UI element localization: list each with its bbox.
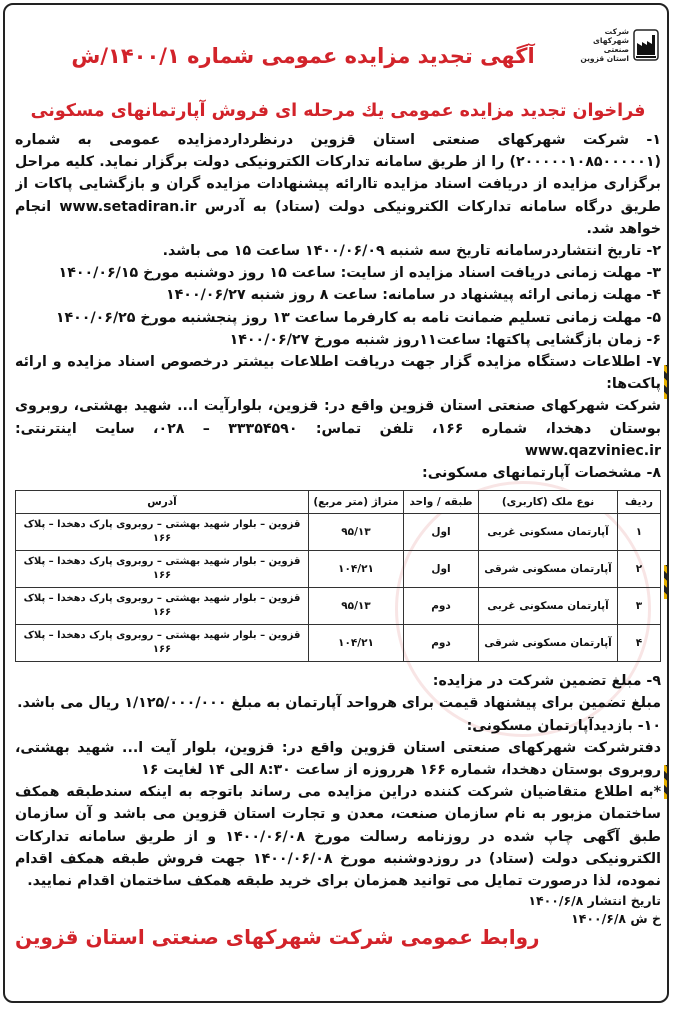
item-6: ۶- زمان بازگشایی پاکتها: ساعت۱۱روز شنبه مورخ ۱۴۰۰/۰۶/۲۷ bbox=[229, 331, 661, 348]
item-2: ۲- تاریخ انتشاردرسامانه تاریخ سه شنبه ۱۴۰۰/۰۶/۰۹ ساعت ۱۵ می باشد. bbox=[162, 243, 661, 260]
cell-area: ۹۵/۱۳ bbox=[309, 588, 404, 625]
cell-property-type: آپارتمان مسکونی شرقی bbox=[479, 551, 618, 588]
cell-floor: دوم bbox=[404, 588, 479, 625]
cell-floor: اول bbox=[404, 514, 479, 551]
cell-row-number: ۴ bbox=[618, 625, 661, 662]
table-row bbox=[16, 588, 661, 625]
header-floor: طبقه / واحد bbox=[404, 491, 479, 514]
cell-property-type: آپارتمان مسکونی غربی bbox=[479, 514, 618, 551]
code-date: خ ش ۱۴۰۰/۶/۸ bbox=[571, 911, 661, 927]
notice-header bbox=[15, 11, 661, 95]
header-address: آدرس bbox=[16, 491, 309, 514]
notice-subtitle: فراخوان تجدید مزایده عمومی یك مرحله ای فروش آپارتمانهای مسکونی bbox=[30, 101, 646, 121]
item-1: ۱- شرکت شهرکهای صنعتی استان قزوین درنظرداردمزایده عمومی به شماره (۲۰۰۰۰۰۱۰۸۵۰۰۰۰۰۱) را از طریق سامانه تدارکات الکترونیکی دولت برگزار نماید. کلیه مراحل برگزاری مزایده از دریافت اسناد مزایده تاارائه پیشنهادات مزایده گران و بازگشایی پاکات از طریق درگاه سامانه تدارکات الکترونیکی دولت (ستاد) به آدرس www.setadiran.ir انجام خواهد شد. bbox=[15, 132, 661, 237]
edge-stripe bbox=[664, 765, 669, 799]
notice-page bbox=[15, 11, 661, 999]
cell-address: قزوین – بلوار شهید بهشتی – روبروی پارک دهخدا – پلاک ۱۶۶ bbox=[16, 514, 309, 551]
factory-logo-icon bbox=[633, 29, 659, 61]
header-property-type: نوع ملک (کاربری) bbox=[479, 491, 618, 514]
header-area: متراژ (متر مربع) bbox=[309, 491, 404, 514]
table-header-row bbox=[16, 491, 661, 514]
item-9: ۹- مبلغ تضمین شرکت در مزایده: bbox=[432, 673, 661, 690]
logo-text: شرکت شهرکهای صنعتی استان قزوین bbox=[580, 27, 629, 63]
notice-title: آگهی تجدید مزایده عمومی شماره ۱۴۰۰/۱/ش bbox=[71, 44, 535, 68]
cell-address: قزوین – بلوار شهید بهشتی – روبروی پارک دهخدا – پلاک ۱۶۶ bbox=[16, 551, 309, 588]
notice-body bbox=[15, 129, 661, 999]
notice-frame bbox=[3, 3, 669, 1003]
item-10-detail: دفترشرکت شهرکهای صنعتی استان قزوین واقع در: قزوین، بلوار آیت ا... شهید بهشتی، روبروی بوستان دهخدا، شماره ۱۶۶ هرروزه از ساعت ۸:۳۰ الی ۱۴ لغایت ۱۶ bbox=[15, 739, 661, 779]
item-7-detail: شرکت شهرکهای صنعتی استان قزوین واقع در: قزوین، بلوارآیت ا... شهید بهشتی، روبروی بوستان دهخدا، شماره ۱۶۶، تلفن تماس: ۳۳۳۵۴۵۹۰ – ۰۲۸، سایت اینترنتی: www.qazviniec.ir bbox=[15, 398, 661, 459]
apartments-table bbox=[15, 490, 661, 662]
cell-address: قزوین – بلوار شهید بهشتی – روبروی پارک دهخدا – پلاک ۱۶۶ bbox=[16, 588, 309, 625]
cell-address: قزوین – بلوار شهید بهشتی – روبروی پارک دهخدا – پلاک ۱۶۶ bbox=[16, 625, 309, 662]
cell-area: ۱۰۴/۲۱ bbox=[309, 551, 404, 588]
table-row bbox=[16, 551, 661, 588]
item-9-detail: مبلغ تضمین برای پیشنهاد قیمت برای هرواحد آپارتمان به مبلغ ۱/۱۲۵/۰۰۰/۰۰۰ ریال می باشد. bbox=[17, 695, 661, 712]
cell-area: ۹۵/۱۳ bbox=[309, 514, 404, 551]
item-3: ۳- مهلت زمانی دریافت اسناد مزایده از سایت: ساعت ۱۵ روز دوشنبه مورخ ۱۴۰۰/۰۶/۱۵ bbox=[58, 265, 661, 282]
cell-area: ۱۰۴/۲۱ bbox=[309, 625, 404, 662]
public-relations-signature: روابط عمومی شرکت شهرکهای صنعتی استان قزوین bbox=[15, 925, 540, 950]
item-4: ۴- مهلت زمانی ارائه پیشنهاد در سامانه: ساعت ۸ روز شنبه ۱۴۰۰/۰۶/۲۷ bbox=[165, 287, 661, 304]
edge-stripe bbox=[664, 565, 669, 599]
table-row bbox=[16, 625, 661, 662]
edge-stripe bbox=[664, 365, 669, 399]
item-8: ۸- مشخصات آپارتمانهای مسکونی: bbox=[422, 465, 661, 482]
cell-row-number: ۱ bbox=[618, 514, 661, 551]
cell-property-type: آپارتمان مسکونی غربی bbox=[479, 588, 618, 625]
table-row bbox=[16, 514, 661, 551]
cell-property-type: آپارتمان مسکونی شرقی bbox=[479, 625, 618, 662]
publish-date: تاریخ انتشار ۱۴۰۰/۶/۸ bbox=[528, 893, 661, 909]
cell-row-number: ۳ bbox=[618, 588, 661, 625]
cell-floor: اول bbox=[404, 551, 479, 588]
item-10: ۱۰- بازدیدآپارتمان مسکونی: bbox=[466, 717, 661, 734]
notice-note: *به اطلاع متقاضیان شرکت کننده دراین مزایده می رساند باتوجه به اینکه سندطبقه همکف ساختمان مزبور به نام سازمان صنعت، معدن و تجارت استان قزوین می باشد و آن سازمان طبق آگهی چاپ شده در روزنامه رسالت مورخ ۱۴۰۰/۰۶/۰۸ و از طریق سامانه تدارکات الکترونیکی دولت (ستاد) در روزدوشنبه مورخ ۱۴۰۰/۰۶/۰۸ جهت فروش طبقه همکف اقدام نموده، لذا درصورت تمایل می توانید همزمان برای خرید طبقه همکف ساختمان اقدام نمایید. bbox=[15, 784, 661, 890]
cell-row-number: ۲ bbox=[618, 551, 661, 588]
item-5: ۵- مهلت زمانی تسلیم ضمانت نامه به کارفرما ساعت ۱۳ روز پنجشنبه مورخ ۱۴۰۰/۰۶/۲۵ bbox=[55, 309, 661, 326]
cell-floor: دوم bbox=[404, 625, 479, 662]
header-row-number: ردیف bbox=[618, 491, 661, 514]
item-7: ۷- اطلاعات دستگاه مزایده گزار جهت دریافت اطلاعات بیشتر درخصوص اسناد مزایده و ارائه پاکت‌ها: bbox=[15, 354, 661, 393]
